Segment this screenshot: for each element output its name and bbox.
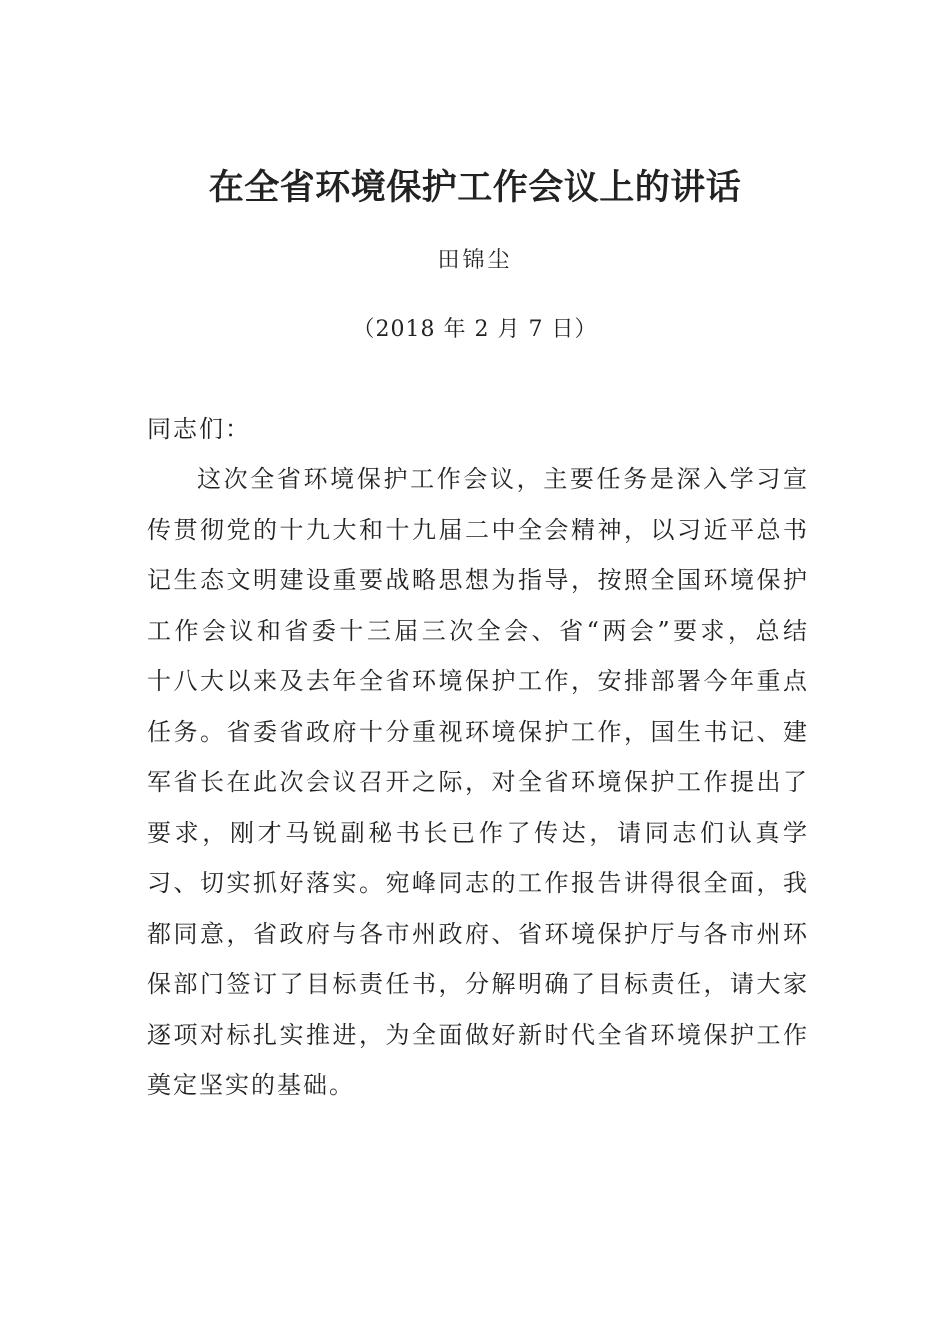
- document-author: 田锦尘: [437, 248, 513, 273]
- document-title: 在全省环境保护工作会议上的讲话: [208, 168, 742, 208]
- paragraph-line: 奠定坚实的基础。: [147, 1071, 355, 1099]
- paragraph-line: 这次全省环境保护工作会议，主要任务是深入学习宣: [197, 465, 807, 493]
- body-paragraph: [147, 464, 807, 1121]
- salutation: 同志们：: [147, 415, 251, 443]
- paragraph-line: 保部门签订了目标责任书，分解明确了目标责任，请大家: [147, 970, 807, 998]
- paragraph-line: 任务。省委省政府十分重视环境保护工作，国生书记、建: [147, 717, 807, 746]
- paragraph-line: 传贯彻党的十九大和十九届二中全会精神，以习近平总书: [147, 515, 807, 544]
- paragraph-line: 习、切实抓好落实。宛峰同志的工作报告讲得很全面，我: [147, 869, 807, 897]
- paragraph-line: 要求，刚才马锐副秘书长已作了传达，请同志们认真学: [147, 818, 807, 847]
- document-date: （2018 年 2 月 7 日）: [352, 317, 598, 342]
- paragraph-line: 军省长在此次会议召开之际，对全省环境保护工作提出了: [147, 768, 807, 796]
- paragraph-line: 工作会议和省委十三届三次全会、省“两会”要求，总结: [147, 616, 807, 645]
- paragraph-line: 逐项对标扎实推进，为全面做好新时代全省环境保护工作: [147, 1020, 807, 1049]
- paragraph-line: 记生态文明建设重要战略思想为指导，按照全国环境保护: [147, 566, 807, 594]
- paragraph-line: 都同意，省政府与各市州政府、省环境保护厅与各市州环: [147, 919, 807, 948]
- paragraph-line: 十八大以来及去年全省环境保护工作，安排部署今年重点: [147, 667, 807, 695]
